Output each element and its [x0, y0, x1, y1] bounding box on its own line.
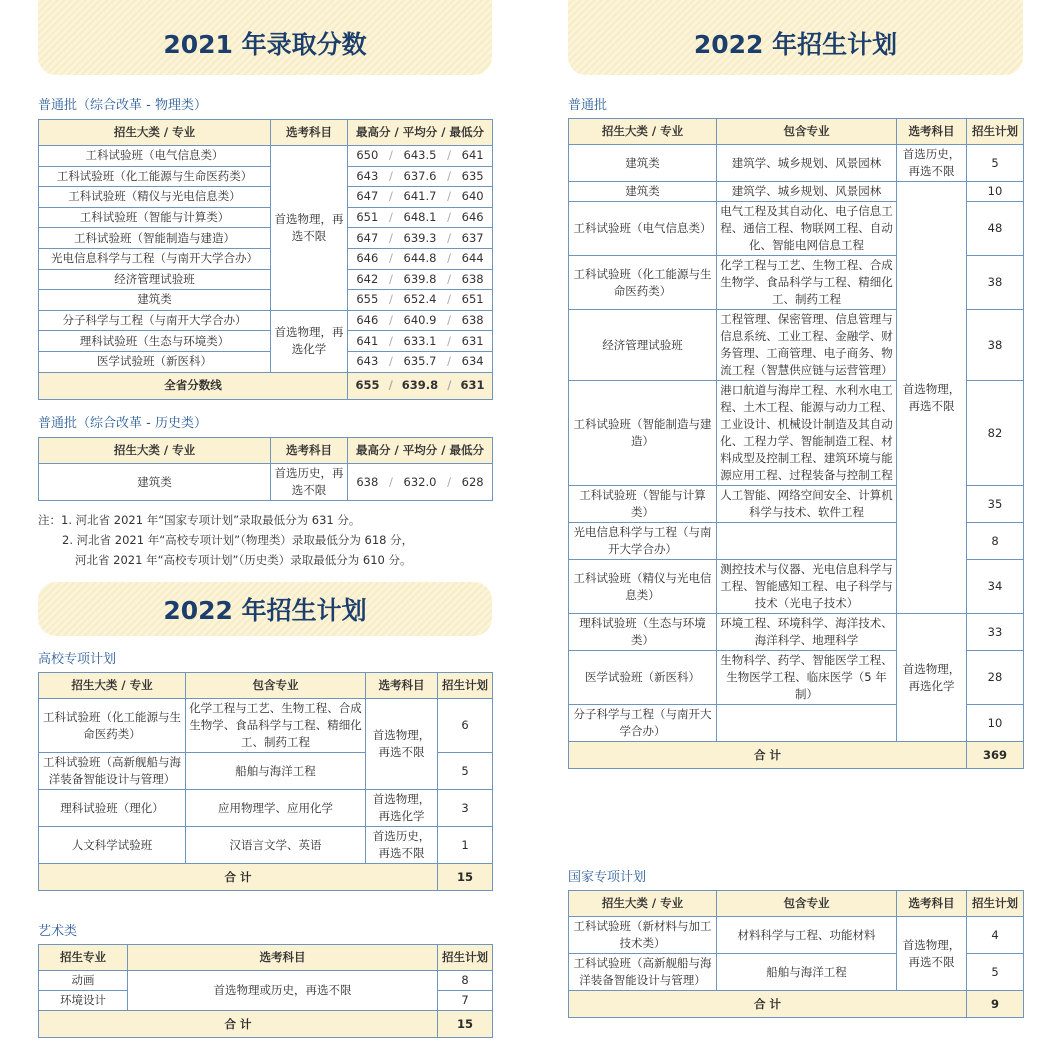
- score-value: 646: [356, 313, 379, 328]
- table-row: [39, 790, 493, 827]
- separator: /: [388, 378, 393, 393]
- table-cell: 港口航道与海岸工程、水利水电工程、土木工程、能源与动力工程、工业设计、机械设计制造及其自动化、工程力学、智能制造工程、材料成型及控制工程、建筑环境与能源应用工程、过程装备与控制工程: [717, 381, 897, 486]
- table-row: [39, 207, 493, 228]
- total-row: [569, 742, 1024, 769]
- table-row: [39, 464, 493, 501]
- table-cell: 5: [438, 753, 493, 790]
- table-2022-national-plan: [568, 890, 1023, 1018]
- table-cell: 9: [967, 991, 1024, 1018]
- header-row: [39, 120, 493, 146]
- table-cell: 7: [438, 991, 493, 1011]
- table: [38, 119, 493, 400]
- separator: /: [447, 189, 451, 204]
- score-triplet: [351, 168, 489, 185]
- column-header: 招生计划: [438, 945, 493, 971]
- table-cell: [348, 248, 493, 269]
- table-cell: 测控技术与仪器、光电信息科学与工程、智能感知工程、电子科学与技术（光电子技术）: [717, 560, 897, 614]
- table-cell: 15: [438, 864, 493, 891]
- table: [568, 890, 1024, 1018]
- table-cell: 8: [967, 523, 1024, 560]
- separator: /: [447, 333, 451, 348]
- table: [38, 672, 493, 891]
- score-value: 638: [356, 474, 379, 489]
- column-header: 选考科目: [128, 945, 438, 971]
- score-triplet: [351, 312, 489, 329]
- table-2022-art: [38, 944, 492, 1038]
- table-cell: 5: [967, 954, 1024, 991]
- table-2022-general-plan: [568, 118, 1023, 769]
- total-row: [39, 864, 493, 891]
- table-cell: [348, 146, 493, 167]
- column-header: 招生专业: [39, 945, 128, 971]
- table-cell: 5: [967, 145, 1024, 182]
- score-value: 633.1: [403, 333, 437, 348]
- score-triplet: [351, 188, 489, 205]
- section-label-special: 高校专项计划: [38, 652, 117, 667]
- score-triplet: [351, 250, 489, 267]
- table-cell: 38: [967, 256, 1024, 310]
- table-row: [39, 331, 493, 352]
- table-cell: 合 计: [569, 991, 967, 1018]
- table-cell: 分子科学与工程（与南开大学合办）: [39, 310, 271, 331]
- table-cell: [717, 705, 897, 742]
- banner-2021-scores: 2021 年录取分数: [38, 0, 492, 75]
- score-triplet: [351, 333, 489, 350]
- table-cell: 工程管理、保密管理、信息管理与信息系统、工业工程、金融学、财务管理、工商管理、电子商务、物流工程（智慧供应链与运营管理）: [717, 310, 897, 381]
- table-cell: 首选物理，再选化学: [366, 790, 438, 827]
- table-cell: 应用物理学、应用化学: [186, 790, 366, 827]
- table-cell: 化学工程与工艺、生物工程、合成生物学、食品科学与工程、精细化工、制药工程: [717, 256, 897, 310]
- score-value: 640: [461, 189, 484, 204]
- table-row: [39, 351, 493, 372]
- score-value: 643: [356, 168, 379, 183]
- score-triplet: [351, 209, 489, 226]
- table-cell: 化学工程与工艺、生物工程、合成生物学、食品科学与工程、精细化工、制药工程: [186, 699, 366, 753]
- separator: /: [447, 292, 451, 307]
- score-triplet: [351, 230, 489, 247]
- table-row: [569, 614, 1024, 651]
- table-row: [39, 269, 493, 290]
- note-1: 注：1. 河北省 2021 年“国家专项计划”录取最低分为 631 分。: [38, 513, 361, 527]
- column-header: 招生计划: [438, 673, 493, 699]
- score-value: 651: [356, 210, 379, 225]
- score-value: 637: [461, 230, 484, 245]
- table-row: [39, 310, 493, 331]
- score-value: 652.4: [403, 292, 437, 307]
- score-value: 648.1: [403, 210, 437, 225]
- separator: /: [447, 251, 451, 266]
- column-header: 包含专业: [186, 673, 366, 699]
- score-value: 647: [356, 230, 379, 245]
- table-cell: 建筑类: [569, 145, 717, 182]
- table-cell: 6: [438, 699, 493, 753]
- section-label-general: 普通批: [568, 98, 608, 113]
- table-cell: [348, 207, 493, 228]
- score-value: 644.8: [403, 251, 437, 266]
- table: [568, 118, 1024, 769]
- table-cell: 工科试验班（新材料与加工技术类）: [569, 917, 717, 954]
- score-triplet: [351, 271, 489, 288]
- separator: /: [388, 210, 393, 225]
- column-header: 选考科目: [897, 119, 967, 145]
- table-cell: 经济管理试验班: [569, 310, 717, 381]
- table-cell: 医学试验班（新医科）: [569, 651, 717, 705]
- separator: /: [447, 168, 451, 183]
- table-row: [39, 187, 493, 208]
- table-cell: 工科试验班（高新舰船与海洋装备智能设计与管理）: [569, 954, 717, 991]
- table-cell: 工科试验班（智能与计算类）: [39, 207, 271, 228]
- score-value: 643.5: [403, 148, 437, 163]
- table-row: [39, 166, 493, 187]
- table-cell: 材料科学与工程、功能材料: [717, 917, 897, 954]
- column-header: 选考科目: [271, 120, 348, 146]
- table-cell: 35: [967, 486, 1024, 523]
- table-cell: 环境工程、环境科学、海洋技术、海洋科学、地理科学: [717, 614, 897, 651]
- table-2021-physics: [38, 119, 492, 400]
- separator: /: [447, 210, 451, 225]
- table-cell: 船舶与海洋工程: [717, 954, 897, 991]
- score-value: 647: [356, 189, 379, 204]
- score-triplet: [351, 291, 489, 308]
- score-triplet: [351, 377, 489, 394]
- table-cell: 船舶与海洋工程: [186, 753, 366, 790]
- separator: /: [388, 313, 393, 328]
- separator: /: [447, 271, 451, 286]
- table: [38, 437, 493, 501]
- table-cell: [348, 228, 493, 249]
- score-value: 655: [356, 292, 379, 307]
- score-value: 650: [356, 148, 379, 163]
- header-row: [39, 438, 493, 464]
- column-header: 招生计划: [967, 119, 1024, 145]
- separator: /: [388, 168, 393, 183]
- table-row: [39, 971, 493, 991]
- table-row: [39, 248, 493, 269]
- table-cell: [348, 310, 493, 331]
- table-cell: 医学试验班（新医科）: [39, 351, 271, 372]
- table-cell: 环境设计: [39, 991, 128, 1011]
- table-row: [39, 827, 493, 864]
- notes: [38, 510, 413, 570]
- column-header: 招生大类 / 专业: [39, 438, 271, 464]
- table-cell: 15: [438, 1011, 493, 1038]
- score-value: 642: [356, 271, 379, 286]
- header-row: [569, 119, 1024, 145]
- table-cell: 10: [967, 705, 1024, 742]
- score-value: 646: [356, 251, 379, 266]
- table-row: [569, 182, 1024, 202]
- table-cell: 369: [967, 742, 1024, 769]
- score-value: 635: [461, 168, 484, 183]
- table-2022-special-plan: [38, 672, 492, 891]
- score-value: 639.8: [401, 378, 439, 393]
- section-label-physics: 普通批（综合改革 - 物理类）: [38, 98, 207, 113]
- column-header: 包含专业: [717, 119, 897, 145]
- table-cell: 首选物理，再选不限: [271, 146, 348, 311]
- column-header: 招生大类 / 专业: [569, 891, 717, 917]
- separator: /: [388, 251, 393, 266]
- separator: /: [388, 354, 393, 369]
- table-cell: 建筑学、城乡规划、风景园林: [717, 182, 897, 202]
- column-header: 招生大类 / 专业: [39, 673, 186, 699]
- table-cell: 首选历史，再选不限: [271, 464, 348, 501]
- total-row: [569, 991, 1024, 1018]
- separator: /: [388, 292, 393, 307]
- separator: /: [447, 474, 451, 489]
- table-cell: [348, 269, 493, 290]
- score-value: 641.7: [403, 189, 437, 204]
- total-row: [39, 1011, 493, 1038]
- table-cell: 经济管理试验班: [39, 269, 271, 290]
- score-value: 631: [460, 378, 485, 393]
- table-cell: [348, 372, 493, 399]
- table-cell: 1: [438, 827, 493, 864]
- score-value: 632.0: [403, 474, 437, 489]
- score-value: 635.7: [403, 354, 437, 369]
- table-cell: [348, 166, 493, 187]
- separator: /: [447, 354, 451, 369]
- column-header: 最高分 / 平均分 / 最低分: [348, 120, 493, 146]
- score-value: 641: [356, 333, 379, 348]
- score-value: 634: [461, 354, 484, 369]
- separator: /: [447, 230, 451, 245]
- table-cell: [348, 187, 493, 208]
- score-value: 640.9: [403, 313, 437, 328]
- table-row: [569, 145, 1024, 182]
- score-value: 655: [355, 378, 380, 393]
- column-header: 选考科目: [897, 891, 967, 917]
- table-cell: 汉语言文学、英语: [186, 827, 366, 864]
- table-cell: 光电信息科学与工程（与南开大学合办）: [39, 248, 271, 269]
- table-cell: 工科试验班（智能与计算类）: [569, 486, 717, 523]
- header-row: [39, 945, 493, 971]
- table-cell: 工科试验班（电气信息类）: [569, 202, 717, 256]
- table-cell: 首选物理，再选化学: [897, 614, 967, 742]
- table-cell: 首选物理，再选化学: [271, 310, 348, 372]
- table-cell: 动画: [39, 971, 128, 991]
- table-cell: 4: [967, 917, 1024, 954]
- separator: /: [447, 148, 451, 163]
- score-value: 628: [461, 474, 484, 489]
- table-cell: 工科试验班（电气信息类）: [39, 146, 271, 167]
- table-cell: [348, 290, 493, 311]
- table-cell: 建筑类: [39, 464, 271, 501]
- table-cell: 首选历史，再选不限: [366, 827, 438, 864]
- separator: /: [447, 313, 451, 328]
- table-cell: 理科试验班（理化）: [39, 790, 186, 827]
- column-header: 招生大类 / 专业: [39, 120, 271, 146]
- table-cell: 工科试验班（高新舰船与海洋装备智能设计与管理）: [39, 753, 186, 790]
- banner-2022-plan-right: 2022 年招生计划: [568, 0, 1023, 75]
- separator: /: [388, 148, 393, 163]
- table-cell: 38: [967, 310, 1024, 381]
- score-triplet: [351, 474, 489, 491]
- table-cell: 28: [967, 651, 1024, 705]
- table-cell: [348, 351, 493, 372]
- table-cell: 合 计: [39, 1011, 438, 1038]
- table-cell: 人工智能、网络空间安全、计算机科学与技术、软件工程: [717, 486, 897, 523]
- table-cell: 理科试验班（生态与环境类）: [569, 614, 717, 651]
- header-row: [39, 673, 493, 699]
- table-cell: 生物科学、药学、智能医学工程、生物医学工程、临床医学（5 年制）: [717, 651, 897, 705]
- column-header: 招生计划: [967, 891, 1024, 917]
- table-cell: 分子科学与工程（与南开大学合办）: [569, 705, 717, 742]
- note-3: 河北省 2021 年“高校专项计划”（历史类）录取最低分为 610 分。: [75, 553, 412, 567]
- table-cell: 工科试验班（精仪与光电信息类）: [39, 187, 271, 208]
- table-2021-history: [38, 437, 492, 501]
- score-value: 646: [461, 210, 484, 225]
- section-label-national: 国家专项计划: [568, 870, 647, 885]
- column-header: 包含专业: [717, 891, 897, 917]
- table-cell: 10: [967, 182, 1024, 202]
- separator: /: [388, 189, 393, 204]
- table-cell: 建筑类: [569, 182, 717, 202]
- table-cell: [717, 523, 897, 560]
- score-triplet: [351, 147, 489, 164]
- table-cell: 工科试验班（化工能源与生命医药类）: [39, 699, 186, 753]
- column-header: 招生大类 / 专业: [569, 119, 717, 145]
- table-row: [39, 699, 493, 753]
- table-cell: 合 计: [39, 864, 438, 891]
- table-cell: 82: [967, 381, 1024, 486]
- banner-2022-plan-left: 2022 年招生计划: [38, 582, 492, 636]
- score-triplet: [351, 353, 489, 370]
- score-value: 639.3: [403, 230, 437, 245]
- table-cell: 全省分数线: [39, 372, 348, 399]
- separator: /: [447, 378, 452, 393]
- table-cell: 工科试验班（化工能源与生命医药类）: [39, 166, 271, 187]
- table-cell: 首选物理或历史，再选不限: [128, 971, 438, 1011]
- table-cell: 首选物理，再选不限: [366, 699, 438, 790]
- table-cell: 33: [967, 614, 1024, 651]
- separator: /: [388, 474, 393, 489]
- table-cell: 电气工程及其自动化、电子信息工程、通信工程、物联网工程、自动化、智能电网信息工程: [717, 202, 897, 256]
- column-header: 选考科目: [366, 673, 438, 699]
- table-cell: 光电信息科学与工程（与南开大学合办）: [569, 523, 717, 560]
- table-cell: 工科试验班（智能制造与建造）: [39, 228, 271, 249]
- table-cell: 首选物理，再选不限: [897, 917, 967, 991]
- score-value: 641: [461, 148, 484, 163]
- table-cell: [348, 331, 493, 352]
- total-row: [39, 372, 493, 399]
- header-row: [569, 891, 1024, 917]
- table-cell: 首选物理，再选不限: [897, 182, 967, 614]
- column-header: 最高分 / 平均分 / 最低分: [348, 438, 493, 464]
- section-label-history: 普通批（综合改革 - 历史类）: [38, 416, 207, 431]
- score-value: 631: [461, 333, 484, 348]
- table-cell: 工科试验班（精仪与光电信息类）: [569, 560, 717, 614]
- table-cell: 建筑学、城乡规划、风景园林: [717, 145, 897, 182]
- table-row: [569, 917, 1024, 954]
- table-row: [39, 228, 493, 249]
- score-value: 639.8: [403, 271, 437, 286]
- table-cell: 建筑类: [39, 290, 271, 311]
- column-header: 选考科目: [271, 438, 348, 464]
- score-value: 644: [461, 251, 484, 266]
- section-label-art: 艺术类: [38, 924, 78, 939]
- table-cell: 3: [438, 790, 493, 827]
- score-value: 643: [356, 354, 379, 369]
- table-cell: 理科试验班（生态与环境类）: [39, 331, 271, 352]
- separator: /: [388, 333, 393, 348]
- separator: /: [388, 271, 393, 286]
- table-cell: 工科试验班（智能制造与建造）: [569, 381, 717, 486]
- table-cell: 首选历史，再选不限: [897, 145, 967, 182]
- table-row: [39, 290, 493, 311]
- score-value: 637.6: [403, 168, 437, 183]
- table-cell: [348, 464, 493, 501]
- score-value: 638: [461, 313, 484, 328]
- score-value: 638: [461, 271, 484, 286]
- table-cell: 8: [438, 971, 493, 991]
- table-cell: 34: [967, 560, 1024, 614]
- table-cell: 人文科学试验班: [39, 827, 186, 864]
- table-cell: 工科试验班（化工能源与生命医药类）: [569, 256, 717, 310]
- table: [38, 944, 493, 1038]
- separator: /: [388, 230, 393, 245]
- table-cell: 合 计: [569, 742, 967, 769]
- score-value: 651: [461, 292, 484, 307]
- table-row: [39, 146, 493, 167]
- table-cell: 48: [967, 202, 1024, 256]
- note-2: 2. 河北省 2021 年“高校专项计划”（物理类）录取最低分为 618 分，: [62, 533, 414, 547]
